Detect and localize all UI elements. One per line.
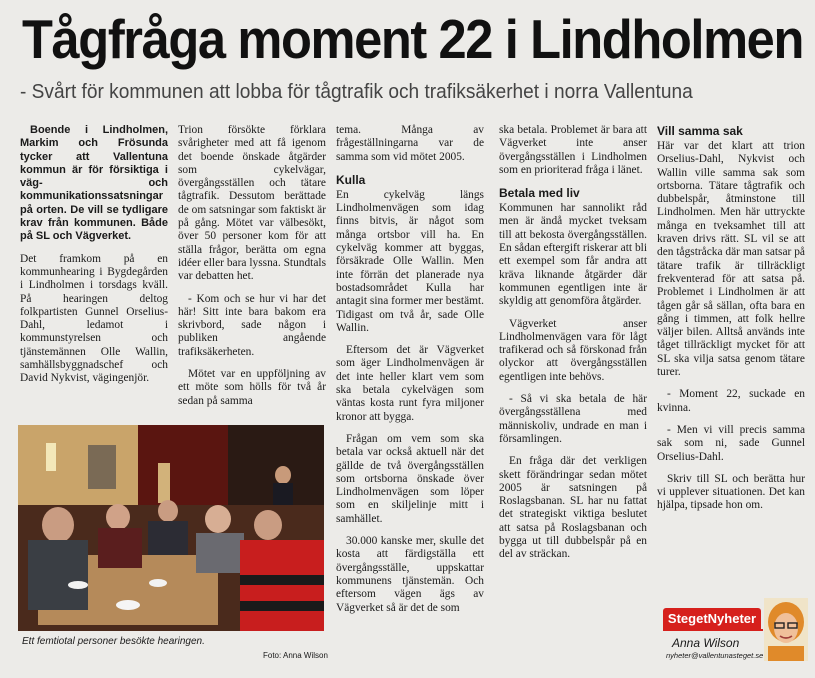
col3-paragraph: Frågan om vem som ska betala var också aktuell när det gällde de två övergångsställen som ortsborna önskade över Lindholmenvägen som löper som en skiljelinje mitt i samhället. [336,432,484,525]
col1-paragraph: Det framkom på en kommunhearing i Bygdegården i Lindholmen i torsdags kväll. På hearingen deltog folkpartisten Gunnel Orselius-Dahl, ledamot i kommunstyrelsen och tjänstemännen Olle Wallin, samhällsbyggnadschef och David Nykvist, vägingenjör. [20,252,168,385]
photo-caption: Ett femtiotal personer besökte hearingen. [22,636,205,647]
col4-paragraph: Kommunen har sannolikt råd men är ändå mycket tveksam till att bekosta övergångsställen. En sådan eftergift riskerar att bli ett exempel som får andra att kräva liknande åtgärder där kommunen egentligen inte är skyldig att genomföra åtgärder. [499,202,647,308]
author-email: nyheter@vallentunasteget.se [666,651,764,660]
col3-paragraph: tema. Många av frågeställningarna var de samma som vid mötet 2005. [336,124,484,163]
column-5 [657,124,805,522]
subheading-kulla: Kulla [336,172,366,187]
subheading-betala-med-liv: Betala med liv [499,186,580,201]
col2-paragraph: Mötet var en uppföljning av ett möte som hölls för två år sedan på samma [178,368,326,407]
col5-paragraph: - Men vi vill precis samma sak som ni, sade Gunnel Orselius-Dahl. [657,423,805,463]
col2-paragraph: Trion försökte förklara svårigheter med att få igenom det boende önskade åtgärder som cykelvägar, övergångsställen och tätare tågtrafik. Dessutom berättade de om satsningar som faktiskt är på gång. Mötet var välbesökt, över 50 personer kom för att ställa frågor, berätta om egna idéer eller bara lyssna. Stundtals var debatten het. [178,124,326,283]
logo-underline [663,629,763,631]
col4-paragraph: En fråga där det verkligen skett förändringar sedan mötet 2005 är satsningen på Roslagsbanan. SL har nu fattat det strategiskt viktiga beslutet att satsa på Roslagsbanan och bygga ut till dubbelspår på en del av sträckan. [499,455,647,561]
col2-paragraph: - Kom och se hur vi har det här! Sitt inte bara bakom era skrivbord, sade någon i publiken angående trafiksäkerheten. [178,292,326,358]
column-1 [20,124,168,395]
col5-paragraph: - Moment 22, suckade en kvinna. [657,388,805,414]
col5-paragraph: Här var det klart att trion Orselius-Dahl, Nykvist och Wallin ville samma sak som ortsborna. Tätare tågtrafik och dubbelspår, åtminstone till Lindholmen. Men här uttryckte många en tveksamhet till att kraven drivs rätt. SL vil se att den tågstråcka där man satsar på tätare trafik är tillräckligt frekventerad för att satsa på. Problemet i Lindholmen är att tågen går så sällan, ofta bara en gång i timmen, att folk hellre väljer bilen. Alltså används inte tåget tillräckligt mycket för att SL ska vilja satsa genom tätare turer. [657,140,805,379]
author-name: Anna Wilson [672,636,740,650]
col3-paragraph: Eftersom det är Vägverket som äger Lindholmenvägen är det inte heller klart vem som ska betala cykelvägen som väntas kosta runt fyra miljoner kronor att bygga. [336,344,484,423]
photo-credit: Foto: Anna Wilson [263,651,328,660]
author-portrait-illustration [764,598,808,661]
column-3 [336,124,484,624]
column-4 [499,124,647,571]
hearing-photo-illustration [18,425,324,631]
col3-paragraph: 30.000 kanske mer, skulle det kosta att färdigställa ett övergångsställe, uppskattar kommunens tjänstemän. Och eftersom vägen ägs av Vägverket så är det de som [336,535,484,614]
steget-nyheter-logo: StegetNyheter [663,608,761,629]
headline: Tågfråga moment 22 i Lindholmen [22,8,803,70]
subheading-vill-samma-sak: Vill samma sak [657,124,743,138]
hearing-photo [18,425,324,631]
subheadline: - Svårt för kommunen att lobba för tågtrafik och trafiksäkerhet i norra Vallentuna [20,81,693,103]
col4-paragraph: - Så vi ska betala de här övergångsställena med människoliv, undrade en man i församlingen. [499,393,647,445]
col4-paragraph: ska betala. Problemet är bara att Vägverket inte anser övergångsställen i Lindholmen som en prioriterad fråga i länet. [499,124,647,176]
col5-paragraph: Skriv till SL och berätta hur vi upplever situationen. Det kan hjälpa, tipsade hon om. [657,472,805,512]
col3-paragraph: En cykelväg längs Lindholmenvägen som idag finns bitvis, är något som många ortsbor vill ha. En cykelväg kommer att byggas, försäkrade Olle Wallin. Men inte förrän det planerade nya bostadsområdet Kulla har antagit sina former mer bestämt. Tidigast om två år, sade Olle Wallin. [336,188,484,334]
author-portrait [764,598,808,661]
lead-paragraph: Boende i Lindholmen, Markim och Frösunda tycker att Vallentuna kommun är för försiktiga i väg- och kommunikationssatsningar på orten. De vill se tydligare krav från kommunen. Både på SL och Vägverket. [20,124,168,243]
col4-paragraph: Vägverket anser Lindholmenvägen vara för lågt trafikerad och så förskonad från olyckor att övergångsställen egentligen inte behövs. [499,317,647,383]
column-2 [178,124,326,417]
